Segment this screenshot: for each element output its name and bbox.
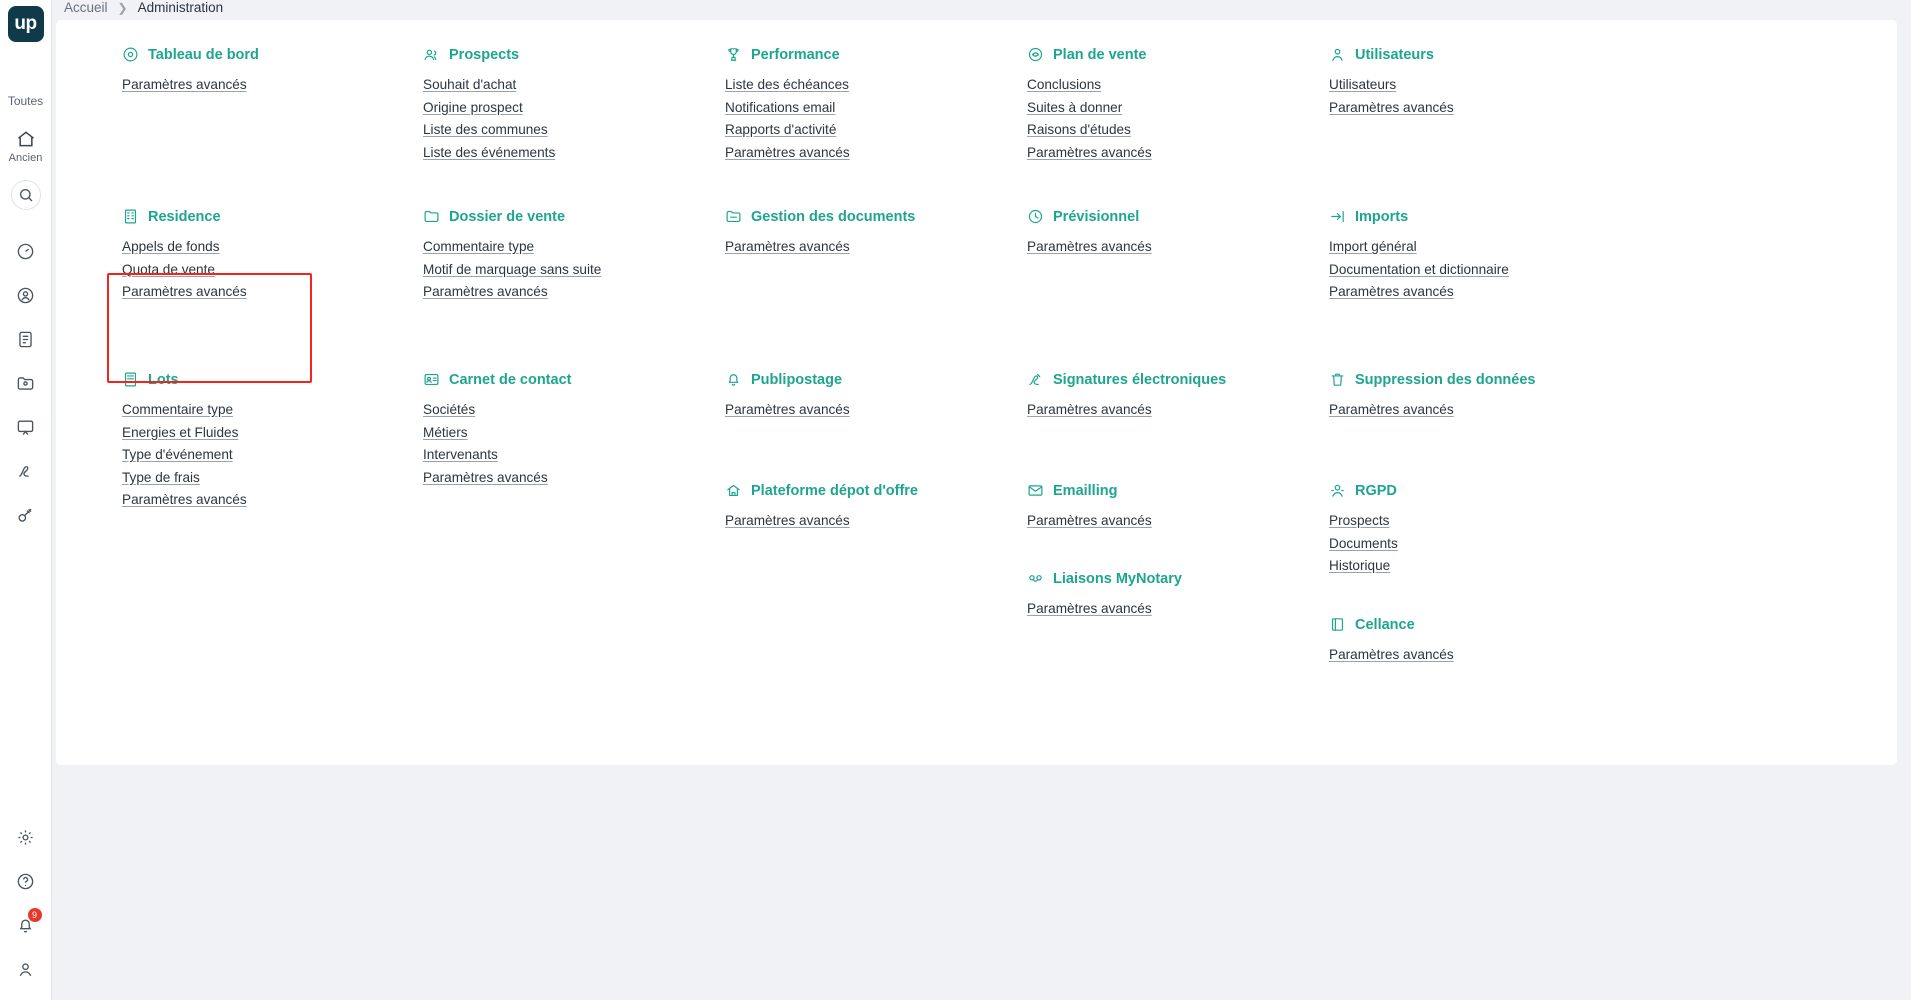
admin-card-link[interactable]: Suites à donner <box>1027 99 1123 115</box>
user-icon[interactable] <box>9 952 43 986</box>
admin-card <box>423 371 571 489</box>
admin-card-link[interactable]: Liste des échéances <box>725 77 849 92</box>
admin-card <box>1027 371 1226 422</box>
admin-card-header <box>1027 371 1226 388</box>
admin-card-links <box>1027 510 1152 533</box>
admin-card-link[interactable]: Paramètres avancés <box>1329 402 1454 417</box>
admin-card-title: Lots <box>148 371 179 388</box>
admin-card-link[interactable]: Sociétés <box>423 402 476 417</box>
admin-card-link[interactable]: Type d'événement <box>122 447 233 463</box>
admin-card-link[interactable]: Import général <box>1329 239 1417 254</box>
breadcrumb-current: Administration <box>137 0 224 15</box>
admin-card-header <box>1027 46 1152 63</box>
rail-bottom-group <box>9 810 43 986</box>
email-icon <box>1027 482 1044 499</box>
admin-card-title: Prospects <box>449 46 520 63</box>
admin-card-link[interactable]: Paramètres avancés <box>1027 402 1152 417</box>
admin-card-link[interactable]: Notifications email <box>725 99 836 115</box>
admin-card <box>725 208 915 259</box>
admin-card-link[interactable]: Paramètres avancés <box>725 239 850 254</box>
admin-card-link[interactable]: Paramètres avancés <box>725 144 850 160</box>
admin-card-link[interactable]: Raisons d'études <box>1027 122 1131 138</box>
admin-card-header <box>725 371 850 388</box>
admin-card-link[interactable]: Paramètres avancés <box>1027 601 1152 616</box>
admin-card <box>122 46 259 97</box>
gauge-icon[interactable] <box>9 234 43 268</box>
admin-card-link[interactable]: Paramètres avancés <box>122 77 247 92</box>
admin-card-header <box>423 46 555 63</box>
admin-card-link[interactable]: Métiers <box>423 424 468 440</box>
admin-card-header <box>122 208 247 225</box>
bell-icon[interactable] <box>9 908 43 942</box>
admin-card-link[interactable]: Quota de vente <box>122 261 215 277</box>
admin-card-title: Liaisons MyNotary <box>1053 570 1182 587</box>
gear-icon[interactable] <box>9 820 43 854</box>
admin-card-links <box>423 74 555 164</box>
admin-card-header <box>122 46 259 63</box>
admin-card-links <box>423 236 601 304</box>
signature-icon[interactable] <box>9 454 43 488</box>
contacts-icon[interactable] <box>9 278 43 312</box>
presentation-icon[interactable] <box>9 410 43 444</box>
admin-card-link[interactable]: Paramètres avancés <box>1027 144 1152 160</box>
admin-card-link[interactable]: Motif de marquage sans suite <box>423 261 602 277</box>
admin-card-title: Emailling <box>1053 482 1118 499</box>
admin-card-link[interactable]: Paramètres avancés <box>122 492 247 508</box>
clock-icon <box>1027 208 1044 225</box>
breadcrumb <box>52 0 1911 15</box>
admin-card-links <box>1027 74 1152 164</box>
help-icon[interactable] <box>9 864 43 898</box>
users-icon <box>1329 46 1346 63</box>
admin-card-link[interactable]: Appels de fonds <box>122 239 220 254</box>
admin-card-link[interactable]: Paramètres avancés <box>1329 99 1454 115</box>
key-icon[interactable] <box>9 498 43 532</box>
main-area <box>52 0 1911 1000</box>
left-rail <box>0 0 52 1000</box>
esign-icon <box>1027 371 1044 388</box>
sales-plan-icon <box>1027 46 1044 63</box>
admin-card-link[interactable]: Paramètres avancés <box>725 402 850 417</box>
admin-card-link[interactable]: Souhait d'achat <box>423 77 517 92</box>
import-icon <box>1329 208 1346 225</box>
admin-card-link[interactable]: Prospects <box>1329 513 1390 528</box>
admin-card-links <box>122 74 259 97</box>
admin-card-header <box>1027 570 1182 587</box>
admin-card-title: Performance <box>751 46 840 63</box>
list-icon[interactable] <box>9 322 43 356</box>
admin-card-title: Prévisionnel <box>1053 208 1140 225</box>
link-icon <box>1027 570 1044 587</box>
admin-card-title: Dossier de vente <box>449 208 566 225</box>
admin-card-links <box>1027 236 1152 259</box>
chevron-right-icon: ❯ <box>117 0 128 15</box>
admin-card-links <box>1329 399 1536 422</box>
admin-card-header <box>1329 371 1536 388</box>
admin-card-header <box>725 46 850 63</box>
admin-card <box>725 482 918 533</box>
admin-card-link[interactable]: Paramètres avancés <box>725 513 850 528</box>
administration-grid <box>56 20 1897 662</box>
contact-card-icon <box>423 371 440 388</box>
page-bottom-strip <box>52 765 1911 1000</box>
admin-card-links <box>1027 399 1226 422</box>
folder-icon <box>423 208 440 225</box>
admin-card-title: Residence <box>148 208 221 225</box>
admin-card-title: RGPD <box>1355 482 1397 499</box>
admin-card-header <box>1329 208 1509 225</box>
admin-card-title: Imports <box>1355 208 1409 225</box>
admin-card-title: Gestion des documents <box>751 208 916 225</box>
admin-card-header <box>1329 482 1398 499</box>
admin-card-links <box>1329 74 1454 119</box>
rgpd-icon <box>1329 482 1346 499</box>
offer-platform-icon <box>725 482 742 499</box>
admin-card-link[interactable]: Liste des communes <box>423 122 548 138</box>
admin-card-link[interactable]: Origine prospect <box>423 99 523 115</box>
admin-card <box>1027 570 1182 621</box>
admin-card-header <box>1027 482 1152 499</box>
admin-card-links <box>725 399 850 422</box>
admin-card-title: Signatures électroniques <box>1053 371 1227 388</box>
admin-card-header <box>423 371 571 388</box>
admin-card-title: Publipostage <box>751 371 843 388</box>
admin-card-link[interactable]: Energies et Fluides <box>122 424 239 440</box>
trophy-icon <box>725 46 742 63</box>
admin-card <box>1027 482 1152 533</box>
admin-card <box>1329 616 1454 667</box>
admin-card-link[interactable]: Intervenants <box>423 447 498 463</box>
home-icon[interactable] <box>9 122 43 156</box>
admin-card <box>725 371 850 422</box>
search-icon[interactable] <box>11 180 41 210</box>
admin-card <box>1329 208 1509 304</box>
documents-icon <box>725 208 742 225</box>
folder-users-icon[interactable] <box>9 366 43 400</box>
admin-card <box>1329 371 1536 422</box>
admin-card-header <box>1329 616 1454 633</box>
admin-card-links <box>1027 598 1182 621</box>
admin-card-header <box>423 208 601 225</box>
admin-card-links <box>725 236 915 259</box>
breadcrumb-home[interactable]: Accueil <box>64 0 108 15</box>
admin-card <box>423 208 601 304</box>
app-logo[interactable]: up <box>8 6 44 42</box>
admin-card-link[interactable]: Rapports d'activité <box>725 122 837 138</box>
admin-card-link[interactable]: Paramètres avancés <box>1027 513 1152 528</box>
admin-card <box>1027 208 1152 259</box>
prospects-icon <box>423 46 440 63</box>
dashboard-icon <box>122 46 139 63</box>
rail-filter-label: Toutes <box>7 94 44 108</box>
admin-card-links <box>122 399 247 512</box>
admin-card-link[interactable]: Documentation et dictionnaire <box>1329 261 1509 277</box>
mailing-icon <box>725 371 742 388</box>
administration-panel <box>56 20 1897 765</box>
admin-card-title: Plateforme dépot d'offre <box>751 482 918 499</box>
admin-card-link[interactable]: Liste des événements <box>423 144 556 160</box>
admin-card-link[interactable]: Paramètres avancés <box>122 284 247 300</box>
admin-card-link[interactable]: Paramètres avancés <box>1329 284 1454 300</box>
admin-card-link[interactable]: Type de frais <box>122 469 200 485</box>
admin-card-links <box>423 399 571 489</box>
admin-card-header <box>725 482 918 499</box>
building-icon <box>122 208 139 225</box>
admin-card-link[interactable]: Historique <box>1329 558 1391 574</box>
admin-card-title: Utilisateurs <box>1355 46 1434 63</box>
admin-card-title: Tableau de bord <box>148 46 259 63</box>
admin-card-links <box>1329 510 1398 578</box>
admin-card-link[interactable]: Paramètres avancés <box>1329 647 1454 662</box>
admin-card <box>1329 482 1398 578</box>
admin-card-title: Suppression des données <box>1355 371 1536 388</box>
admin-card-link[interactable]: Commentaire type <box>423 239 535 254</box>
trash-icon <box>1329 371 1346 388</box>
notification-badge: 9 <box>28 908 42 922</box>
admin-card <box>423 46 555 164</box>
admin-card-link[interactable]: Utilisateurs <box>1329 77 1397 92</box>
admin-card <box>1329 46 1454 119</box>
admin-card-title: Plan de vente <box>1053 46 1147 63</box>
lots-icon <box>122 371 139 388</box>
admin-card <box>725 46 850 164</box>
rail-home-label: Ancien <box>8 152 43 164</box>
admin-card <box>1027 46 1152 164</box>
admin-card-header <box>122 371 247 388</box>
admin-card-header <box>725 208 915 225</box>
admin-card-link[interactable]: Documents <box>1329 535 1398 551</box>
admin-card-title: Cellance <box>1355 616 1415 633</box>
admin-card-header <box>1329 46 1454 63</box>
admin-card-link[interactable]: Paramètres avancés <box>423 284 548 300</box>
admin-card-links <box>725 74 850 164</box>
cellance-icon <box>1329 616 1346 633</box>
admin-card-title: Carnet de contact <box>449 371 572 388</box>
admin-card <box>122 371 247 512</box>
admin-card-link[interactable]: Commentaire type <box>122 402 234 417</box>
admin-card <box>122 208 247 304</box>
admin-card-links <box>1329 644 1454 667</box>
admin-card-links <box>725 510 918 533</box>
admin-card-links <box>122 236 247 304</box>
admin-card-link[interactable]: Paramètres avancés <box>1027 239 1152 254</box>
admin-card-links <box>1329 236 1509 304</box>
admin-card-link[interactable]: Paramètres avancés <box>423 469 548 485</box>
admin-card-link[interactable]: Conclusions <box>1027 77 1102 92</box>
admin-card-header <box>1027 208 1152 225</box>
